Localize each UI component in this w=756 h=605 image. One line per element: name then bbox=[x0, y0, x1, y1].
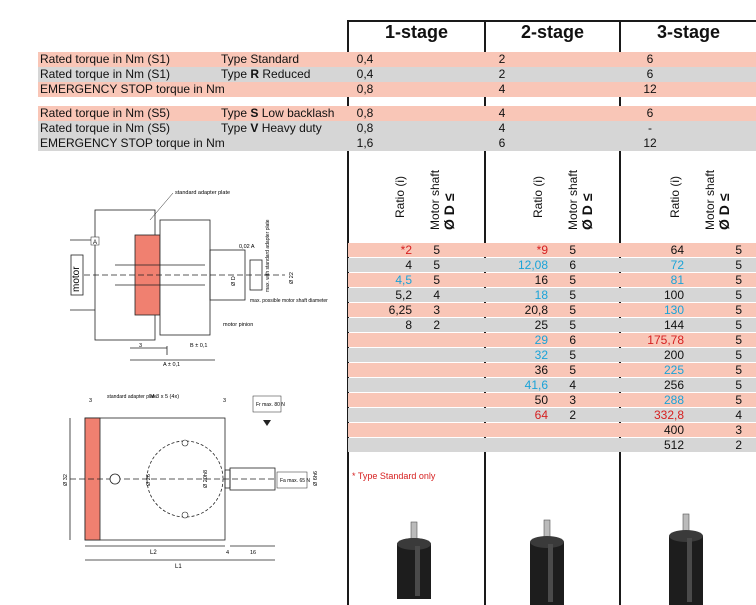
torque-value-stage-2: 4 bbox=[498, 121, 506, 135]
ratio-row bbox=[348, 288, 756, 302]
phi22-label: Ø 22 bbox=[289, 272, 295, 284]
motor-shaft-label: Motor shaft bbox=[428, 169, 442, 230]
shaft-value-stage-1: 2 bbox=[433, 318, 440, 332]
ratio-value-stage-3: 225 bbox=[663, 363, 684, 377]
ratio-value-stage-1: *2 bbox=[400, 243, 412, 257]
type-prefix: Type bbox=[221, 121, 248, 135]
ratio-value-stage-2: 36 bbox=[534, 363, 548, 377]
type-prefix: Type bbox=[221, 67, 248, 81]
motor-shaft-label: Motor shaft bbox=[566, 169, 580, 230]
shaft-value-stage-1: 5 bbox=[433, 243, 440, 257]
type-prefix: Type bbox=[221, 106, 248, 120]
ratio-value-stage-2: 32 bbox=[534, 348, 548, 362]
ratio-value-stage-3: 130 bbox=[663, 303, 684, 317]
product-image-1-stage bbox=[385, 520, 445, 605]
torque-value-stage-3: 12 bbox=[643, 82, 657, 96]
shaft-value-stage-3: 2 bbox=[735, 438, 742, 452]
ratio-value-stage-1: 4,5 bbox=[395, 273, 412, 287]
tolerance-label: 0,02 A bbox=[239, 244, 255, 250]
torque-row-type bbox=[221, 106, 334, 121]
ratio-value-stage-2: *9 bbox=[536, 243, 548, 257]
torque-value-stage-1: 1,6 bbox=[356, 136, 374, 150]
ratio-value-stage-2: 25 bbox=[534, 318, 548, 332]
torque-value-stage-1: 0,8 bbox=[356, 106, 374, 120]
torque-row-type bbox=[221, 52, 299, 67]
ratio-value-stage-2: 64 bbox=[534, 408, 548, 422]
shaft-value-stage-2: 5 bbox=[569, 288, 576, 302]
torque-value-stage-2: 2 bbox=[498, 67, 506, 81]
ratio-value-stage-3: 332,8 bbox=[653, 408, 684, 422]
dim-16-label: 16 bbox=[250, 550, 257, 556]
shaft-value-stage-2: 2 bbox=[569, 408, 576, 422]
motor-label: motor bbox=[71, 266, 82, 292]
type-name: Reduced bbox=[262, 67, 311, 81]
torque-row bbox=[38, 121, 756, 136]
torque-row bbox=[38, 136, 756, 151]
force-arrow-icon bbox=[263, 420, 271, 426]
l2-label: L2 bbox=[150, 550, 157, 556]
shaft-value-stage-3: 5 bbox=[735, 273, 742, 287]
shaft-value-stage-3: 5 bbox=[735, 348, 742, 362]
l1-label: L1 bbox=[175, 564, 182, 570]
ratio-value-stage-3: 64 bbox=[670, 243, 684, 257]
dim-3b-label: 3 bbox=[223, 398, 227, 404]
shaft-diameter-symbol: Ø D ≤ bbox=[441, 193, 457, 230]
gearbox-section-drawing bbox=[55, 180, 345, 370]
ratio-value-stage-3: 144 bbox=[663, 318, 684, 332]
ratio-row bbox=[348, 318, 756, 332]
ratio-row bbox=[348, 348, 756, 362]
stage-header-3: 3-stage bbox=[656, 22, 721, 42]
type-name: Low backlash bbox=[261, 106, 335, 120]
shaft-value-stage-2: 5 bbox=[569, 243, 576, 257]
type-name: Heavy duty bbox=[261, 121, 322, 135]
ratio-value-stage-3: 256 bbox=[663, 378, 684, 392]
shaft-value-stage-2: 5 bbox=[569, 273, 576, 287]
motor-shaft-header-stage-2 bbox=[566, 170, 595, 230]
ratio-row bbox=[348, 423, 756, 437]
torque-value-stage-2: 2 bbox=[498, 52, 506, 66]
shaft-value-stage-1: 4 bbox=[433, 288, 440, 302]
shaft-value-stage-2: 6 bbox=[569, 258, 576, 272]
torque-row-type bbox=[221, 67, 310, 82]
ratio-value-stage-1: 5,2 bbox=[395, 288, 412, 302]
ratio-value-stage-1: 6,25 bbox=[388, 303, 412, 317]
phiD-label: Ø D bbox=[231, 276, 237, 286]
fa-max-label: Fa max. 65 N bbox=[280, 478, 311, 484]
shaft-value-stage-2: 5 bbox=[569, 348, 576, 362]
shaft-value-stage-2: 5 bbox=[569, 363, 576, 377]
ratio-value-stage-1: 8 bbox=[405, 318, 412, 332]
product-image-2-stage bbox=[518, 518, 578, 605]
ratio-value-stage-1: 4 bbox=[405, 258, 412, 272]
type-code: V bbox=[250, 121, 259, 135]
phi32-label: Ø 32 bbox=[63, 474, 69, 486]
product-image-3-stage bbox=[657, 512, 717, 605]
shaft-value-stage-3: 5 bbox=[735, 363, 742, 377]
torque-row-label: EMERGENCY STOP torque in Nm bbox=[40, 136, 225, 150]
motor-pinion-label: motor pinion bbox=[223, 322, 254, 328]
torque-value-stage-3: 12 bbox=[643, 136, 657, 150]
motor-shaft-header-stage-3 bbox=[703, 170, 732, 230]
torque-row bbox=[38, 82, 756, 97]
torque-value-stage-3: - bbox=[648, 121, 652, 135]
dim-a-label: A ± 0,1 bbox=[163, 362, 181, 368]
shaft-value-stage-2: 5 bbox=[569, 318, 576, 332]
torque-row bbox=[38, 52, 756, 67]
torque-value-stage-2: 4 bbox=[498, 106, 506, 120]
ratio-value-stage-3: 288 bbox=[663, 393, 684, 407]
type-prefix: Type bbox=[221, 52, 248, 66]
shaft-value-stage-3: 5 bbox=[735, 303, 742, 317]
torque-value-stage-3: 6 bbox=[646, 52, 654, 66]
ratio-row bbox=[348, 438, 756, 452]
shaft-diameter-symbol: Ø D ≤ bbox=[716, 193, 732, 230]
ratio-row bbox=[348, 303, 756, 317]
torque-value-stage-1: 0,8 bbox=[356, 121, 374, 135]
shaft-value-stage-3: 5 bbox=[735, 258, 742, 272]
type-name: Standard bbox=[250, 52, 300, 66]
max-possible-label: max. possible motor shaft diameter bbox=[250, 298, 328, 304]
shaft-value-stage-3: 5 bbox=[735, 378, 742, 392]
shaft-value-stage-3: 5 bbox=[735, 393, 742, 407]
torque-row bbox=[38, 67, 756, 82]
torque-value-stage-1: 0,4 bbox=[356, 52, 374, 66]
m3x5-label: M 3 x 5 (4x) bbox=[150, 394, 180, 400]
ratio-value-stage-2: 18 bbox=[534, 288, 548, 302]
ratio-header-stage-1: Ratio (i) bbox=[393, 175, 407, 218]
shaft-value-stage-2: 6 bbox=[569, 333, 576, 347]
dim-3-label: 3 bbox=[139, 343, 143, 349]
torque-row-label: Rated torque in Nm (S1) bbox=[40, 67, 171, 81]
ratio-value-stage-3: 175,78 bbox=[647, 333, 684, 347]
shaft-value-stage-1: 5 bbox=[433, 273, 440, 287]
ratio-value-stage-2: 16 bbox=[534, 273, 548, 287]
motor-shaft-header-stage-1 bbox=[428, 170, 457, 230]
ratio-value-stage-2: 50 bbox=[534, 393, 548, 407]
torque-row-label: Rated torque in Nm (S1) bbox=[40, 52, 171, 66]
phi20h8-label: Ø 20h8 bbox=[203, 469, 209, 488]
ratio-value-stage-3: 200 bbox=[663, 348, 684, 362]
torque-value-stage-2: 6 bbox=[498, 136, 506, 150]
ratio-value-stage-2: 41,6 bbox=[524, 378, 548, 392]
bottom-adapter-plate-label: standard adapter plate bbox=[107, 394, 158, 400]
ratio-value-stage-2: 20,8 bbox=[524, 303, 548, 317]
ratio-header-stage-3: Ratio (i) bbox=[668, 175, 682, 218]
ratio-row bbox=[348, 408, 756, 422]
ratio-value-stage-2: 12,08 bbox=[517, 258, 548, 272]
torque-value-stage-2: 4 bbox=[498, 82, 506, 96]
type-code: S bbox=[250, 106, 259, 120]
ratio-header-stage-2: Ratio (i) bbox=[531, 175, 545, 218]
torque-value-stage-1: 0,8 bbox=[356, 82, 374, 96]
stage-header-1: 1-stage bbox=[384, 22, 449, 42]
ratio-value-stage-3: 100 bbox=[663, 288, 684, 302]
gearbox-dimension-drawing bbox=[55, 388, 345, 578]
shaft-value-stage-3: 5 bbox=[735, 288, 742, 302]
torque-row-label: Rated torque in Nm (S5) bbox=[40, 106, 171, 120]
phi6h6-label: Ø 6h6 bbox=[313, 471, 319, 486]
type-code: R bbox=[250, 67, 260, 81]
shaft-value-stage-1: 3 bbox=[433, 303, 440, 317]
stage-header-2: 2-stage bbox=[520, 22, 585, 42]
ratio-value-stage-3: 72 bbox=[670, 258, 684, 272]
shaft-value-stage-1: 5 bbox=[433, 258, 440, 272]
shaft-value-stage-3: 3 bbox=[735, 423, 742, 437]
dim-b-label: B ± 0,1 bbox=[190, 343, 208, 349]
datum-a-label: A bbox=[93, 240, 98, 246]
motor-shaft-label: Motor shaft bbox=[703, 169, 717, 230]
shaft-value-stage-2: 5 bbox=[569, 303, 576, 317]
ratio-value-stage-3: 512 bbox=[663, 438, 684, 452]
phi26-label: Ø 26 bbox=[146, 474, 152, 486]
footnote: * Type Standard only bbox=[352, 471, 436, 481]
ratio-value-stage-3: 81 bbox=[670, 273, 684, 287]
torque-value-stage-3: 6 bbox=[646, 106, 654, 120]
shaft-value-stage-3: 5 bbox=[735, 318, 742, 332]
torque-row-label: Rated torque in Nm (S5) bbox=[40, 121, 171, 135]
torque-value-stage-1: 0,4 bbox=[356, 67, 374, 81]
dim-4-label: 4 bbox=[226, 550, 230, 556]
ratio-value-stage-3: 400 bbox=[663, 423, 684, 437]
ratio-row bbox=[348, 393, 756, 407]
ratio-row bbox=[348, 258, 756, 272]
shaft-diameter-symbol: Ø D ≤ bbox=[579, 193, 595, 230]
adapter-plate-label: standard adapter plate bbox=[175, 190, 231, 196]
shaft-value-stage-2: 3 bbox=[569, 393, 576, 407]
torque-row-label: EMERGENCY STOP torque in Nm bbox=[40, 82, 225, 96]
dim-3a-label: 3 bbox=[89, 398, 93, 404]
ratio-row bbox=[348, 378, 756, 392]
max-with-adapter-label: max. with standard adapter plate bbox=[265, 219, 271, 292]
fr-max-label: Fr max. 80 N bbox=[256, 402, 285, 408]
shaft-value-stage-3: 4 bbox=[735, 408, 742, 422]
ratio-row bbox=[348, 243, 756, 257]
torque-value-stage-3: 6 bbox=[646, 67, 654, 81]
shaft-value-stage-3: 5 bbox=[735, 243, 742, 257]
shaft-value-stage-3: 5 bbox=[735, 333, 742, 347]
torque-row bbox=[38, 106, 756, 121]
ratio-row bbox=[348, 273, 756, 287]
ratio-row bbox=[348, 363, 756, 377]
shaft-value-stage-2: 4 bbox=[569, 378, 576, 392]
ratio-value-stage-2: 29 bbox=[534, 333, 548, 347]
torque-row-type bbox=[221, 121, 322, 136]
ratio-row bbox=[348, 333, 756, 347]
